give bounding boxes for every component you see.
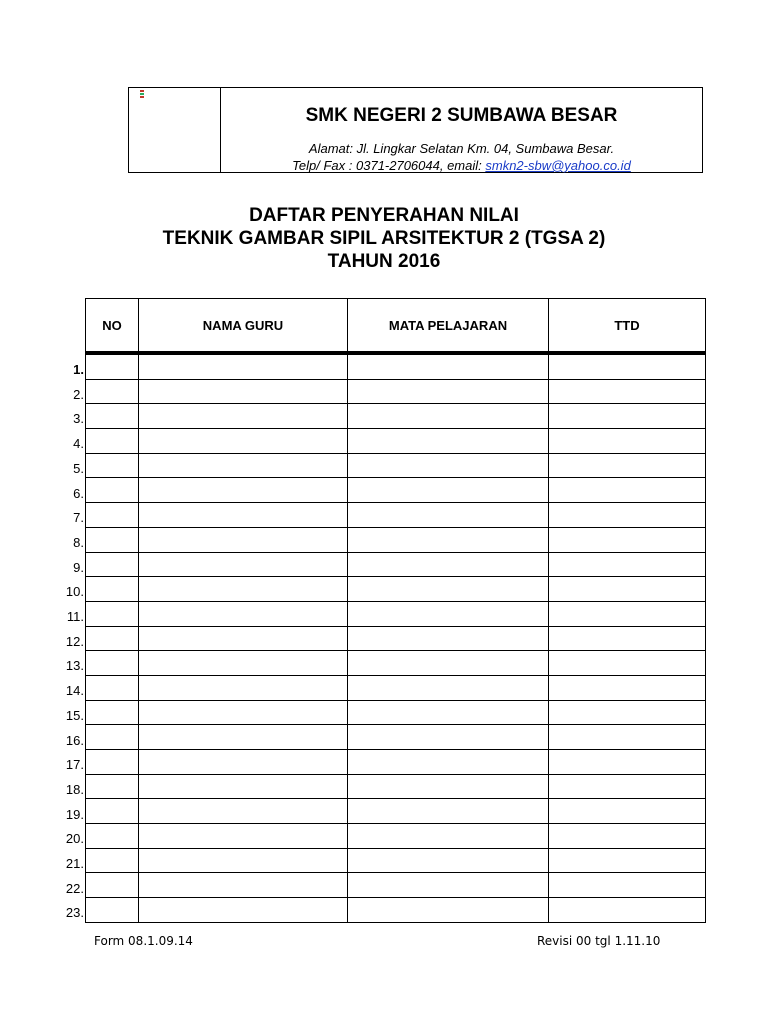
- mata-pelajaran-cell[interactable]: [348, 824, 549, 849]
- row-number: 1.: [73, 362, 84, 377]
- row-number: 20.: [65, 831, 84, 847]
- ttd-cell[interactable]: [549, 453, 706, 478]
- nama-guru-cell[interactable]: [139, 577, 348, 602]
- no-cell[interactable]: [86, 527, 139, 552]
- table-row: [86, 429, 706, 454]
- nama-guru-cell[interactable]: [139, 848, 348, 873]
- no-cell[interactable]: [86, 675, 139, 700]
- table-row: [86, 379, 706, 404]
- table-row: [86, 478, 706, 503]
- row-number: 2.: [73, 386, 84, 402]
- title-line-3: TAHUN 2016: [327, 251, 441, 272]
- ttd-cell[interactable]: [549, 478, 706, 503]
- ttd-cell[interactable]: [549, 750, 706, 775]
- nama-guru-cell[interactable]: [139, 429, 348, 454]
- row-number: 7.: [73, 510, 84, 526]
- mata-pelajaran-cell[interactable]: [348, 527, 549, 552]
- no-cell[interactable]: [86, 700, 139, 725]
- ttd-cell[interactable]: [549, 429, 706, 454]
- no-cell[interactable]: [86, 725, 139, 750]
- row-number: 8.: [73, 534, 84, 550]
- row-number: 16.: [65, 732, 84, 748]
- header-ttd: TTD: [549, 299, 706, 354]
- row-number: 10.: [65, 584, 84, 600]
- row-number: 14.: [65, 683, 84, 699]
- ttd-cell[interactable]: [549, 503, 706, 528]
- ttd-cell[interactable]: [549, 675, 706, 700]
- row-number: 13.: [65, 658, 84, 674]
- school-logo-icon: [140, 90, 144, 98]
- table-row: [86, 873, 706, 898]
- table-row: [86, 848, 706, 873]
- nama-guru-cell[interactable]: [139, 601, 348, 626]
- ttd-cell[interactable]: [549, 873, 706, 898]
- header-no: NO: [86, 299, 139, 354]
- ttd-cell[interactable]: [549, 626, 706, 651]
- no-cell[interactable]: [86, 601, 139, 626]
- logo-cell: [129, 88, 221, 172]
- nama-guru-cell[interactable]: [139, 527, 348, 552]
- nama-guru-cell[interactable]: [139, 675, 348, 700]
- table-row: [86, 799, 706, 824]
- row-number: 22.: [65, 880, 84, 896]
- revision-info: Revisi 00 tgl 1.11.10: [537, 934, 661, 948]
- mata-pelajaran-cell[interactable]: [348, 552, 549, 577]
- row-number: 4.: [73, 436, 84, 452]
- ttd-cell[interactable]: [549, 404, 706, 429]
- header-nama-guru: NAMA GURU: [139, 299, 348, 354]
- ttd-cell[interactable]: [549, 848, 706, 873]
- no-cell[interactable]: [86, 429, 139, 454]
- form-code: Form 08.1.09.14: [94, 934, 193, 948]
- mata-pelajaran-cell[interactable]: [348, 848, 549, 873]
- no-cell[interactable]: [86, 774, 139, 799]
- mata-pelajaran-cell[interactable]: [348, 404, 549, 429]
- table-row: [86, 453, 706, 478]
- mata-pelajaran-cell[interactable]: [348, 353, 549, 379]
- no-cell[interactable]: [86, 404, 139, 429]
- no-cell[interactable]: [86, 503, 139, 528]
- row-number: 19.: [65, 806, 84, 822]
- table-row: [86, 898, 706, 923]
- table-row: [86, 675, 706, 700]
- table-row: [86, 577, 706, 602]
- table-row: [86, 750, 706, 775]
- no-cell[interactable]: [86, 552, 139, 577]
- row-number: 11.: [66, 609, 84, 624]
- no-cell[interactable]: [86, 577, 139, 602]
- nama-guru-cell[interactable]: [139, 824, 348, 849]
- table-row: [86, 404, 706, 429]
- school-contact: [221, 158, 702, 173]
- no-cell[interactable]: [86, 848, 139, 873]
- row-number: 5.: [73, 460, 84, 476]
- nama-guru-cell[interactable]: [139, 626, 348, 651]
- nama-guru-cell[interactable]: [139, 503, 348, 528]
- table-row: [86, 601, 706, 626]
- school-address: Alamat: Jl. Lingkar Selatan Km. 04, Sumbawa Besar.: [308, 141, 615, 156]
- contact-text: Telp/ Fax : 0371-2706044, email:: [292, 158, 486, 173]
- nama-guru-cell[interactable]: [139, 453, 348, 478]
- mata-pelajaran-cell[interactable]: [348, 700, 549, 725]
- no-cell[interactable]: [86, 453, 139, 478]
- mata-pelajaran-cell[interactable]: [348, 429, 549, 454]
- table-row: [86, 527, 706, 552]
- ttd-cell[interactable]: [549, 799, 706, 824]
- row-number: 23.: [65, 905, 84, 921]
- ttd-cell[interactable]: [549, 601, 706, 626]
- nama-guru-cell[interactable]: [139, 651, 348, 676]
- ttd-cell[interactable]: [549, 379, 706, 404]
- no-cell[interactable]: [86, 478, 139, 503]
- row-number: 18.: [65, 781, 84, 797]
- row-number: 9.: [73, 559, 84, 575]
- letterhead: [128, 87, 703, 173]
- nama-guru-cell[interactable]: [139, 552, 348, 577]
- table-row: [86, 552, 706, 577]
- nama-guru-cell[interactable]: [139, 873, 348, 898]
- row-number: 12.: [65, 633, 84, 649]
- row-number: 15.: [65, 707, 84, 723]
- no-cell[interactable]: [86, 353, 139, 379]
- mata-pelajaran-cell[interactable]: [348, 774, 549, 799]
- ttd-cell[interactable]: [549, 651, 706, 676]
- letterhead-info: [221, 88, 702, 172]
- row-number: 6.: [73, 485, 84, 501]
- row-number: 17.: [65, 757, 84, 773]
- no-cell[interactable]: [86, 750, 139, 775]
- no-cell[interactable]: [86, 626, 139, 651]
- grades-table: [85, 298, 706, 923]
- table-row: [86, 626, 706, 651]
- table-row: [86, 651, 706, 676]
- mata-pelajaran-cell[interactable]: [348, 898, 549, 923]
- mata-pelajaran-cell[interactable]: [348, 478, 549, 503]
- mata-pelajaran-cell[interactable]: [348, 750, 549, 775]
- ttd-cell[interactable]: [549, 725, 706, 750]
- nama-guru-cell[interactable]: [139, 478, 348, 503]
- table-row: [86, 503, 706, 528]
- nama-guru-cell[interactable]: [139, 700, 348, 725]
- email-link[interactable]: smkn2-sbw@yahoo.co.id: [485, 158, 631, 173]
- mata-pelajaran-cell[interactable]: [348, 626, 549, 651]
- document-title: [0, 204, 768, 273]
- nama-guru-cell[interactable]: [139, 799, 348, 824]
- mata-pelajaran-cell[interactable]: [348, 651, 549, 676]
- mata-pelajaran-cell[interactable]: [348, 799, 549, 824]
- nama-guru-cell[interactable]: [139, 725, 348, 750]
- row-number: 3.: [73, 411, 84, 427]
- row-number: 21.: [65, 856, 84, 871]
- mata-pelajaran-cell[interactable]: [348, 503, 549, 528]
- mata-pelajaran-cell[interactable]: [348, 577, 549, 602]
- no-cell[interactable]: [86, 651, 139, 676]
- table-row: [86, 353, 706, 379]
- mata-pelajaran-cell[interactable]: [348, 379, 549, 404]
- school-name: SMK NEGERI 2 SUMBAWA BESAR: [305, 105, 618, 126]
- table-header-row: [86, 299, 706, 354]
- ttd-cell[interactable]: [549, 527, 706, 552]
- no-cell[interactable]: [86, 873, 139, 898]
- mata-pelajaran-cell[interactable]: [348, 675, 549, 700]
- mata-pelajaran-cell[interactable]: [348, 873, 549, 898]
- title-line-1: DAFTAR PENYERAHAN NILAI: [249, 205, 519, 226]
- mata-pelajaran-cell[interactable]: [348, 453, 549, 478]
- nama-guru-cell[interactable]: [139, 353, 348, 379]
- header-mata-pelajaran: MATA PELAJARAN: [348, 299, 549, 354]
- table-row: [86, 774, 706, 799]
- table-row: [86, 824, 706, 849]
- ttd-cell[interactable]: [549, 898, 706, 923]
- nama-guru-cell[interactable]: [139, 750, 348, 775]
- title-line-2: TEKNIK GAMBAR SIPIL ARSITEKTUR 2 (TGSA 2): [162, 228, 606, 249]
- nama-guru-cell[interactable]: [139, 379, 348, 404]
- mata-pelajaran-cell[interactable]: [348, 725, 549, 750]
- table-row: [86, 725, 706, 750]
- no-cell[interactable]: [86, 379, 139, 404]
- nama-guru-cell[interactable]: [139, 898, 348, 923]
- no-cell[interactable]: [86, 799, 139, 824]
- ttd-cell[interactable]: [549, 552, 706, 577]
- ttd-cell[interactable]: [549, 774, 706, 799]
- nama-guru-cell[interactable]: [139, 774, 348, 799]
- no-cell[interactable]: [86, 898, 139, 923]
- ttd-cell[interactable]: [549, 700, 706, 725]
- mata-pelajaran-cell[interactable]: [348, 601, 549, 626]
- ttd-cell[interactable]: [549, 824, 706, 849]
- table-row: [86, 700, 706, 725]
- nama-guru-cell[interactable]: [139, 404, 348, 429]
- ttd-cell[interactable]: [549, 577, 706, 602]
- no-cell[interactable]: [86, 824, 139, 849]
- ttd-cell[interactable]: [549, 353, 706, 379]
